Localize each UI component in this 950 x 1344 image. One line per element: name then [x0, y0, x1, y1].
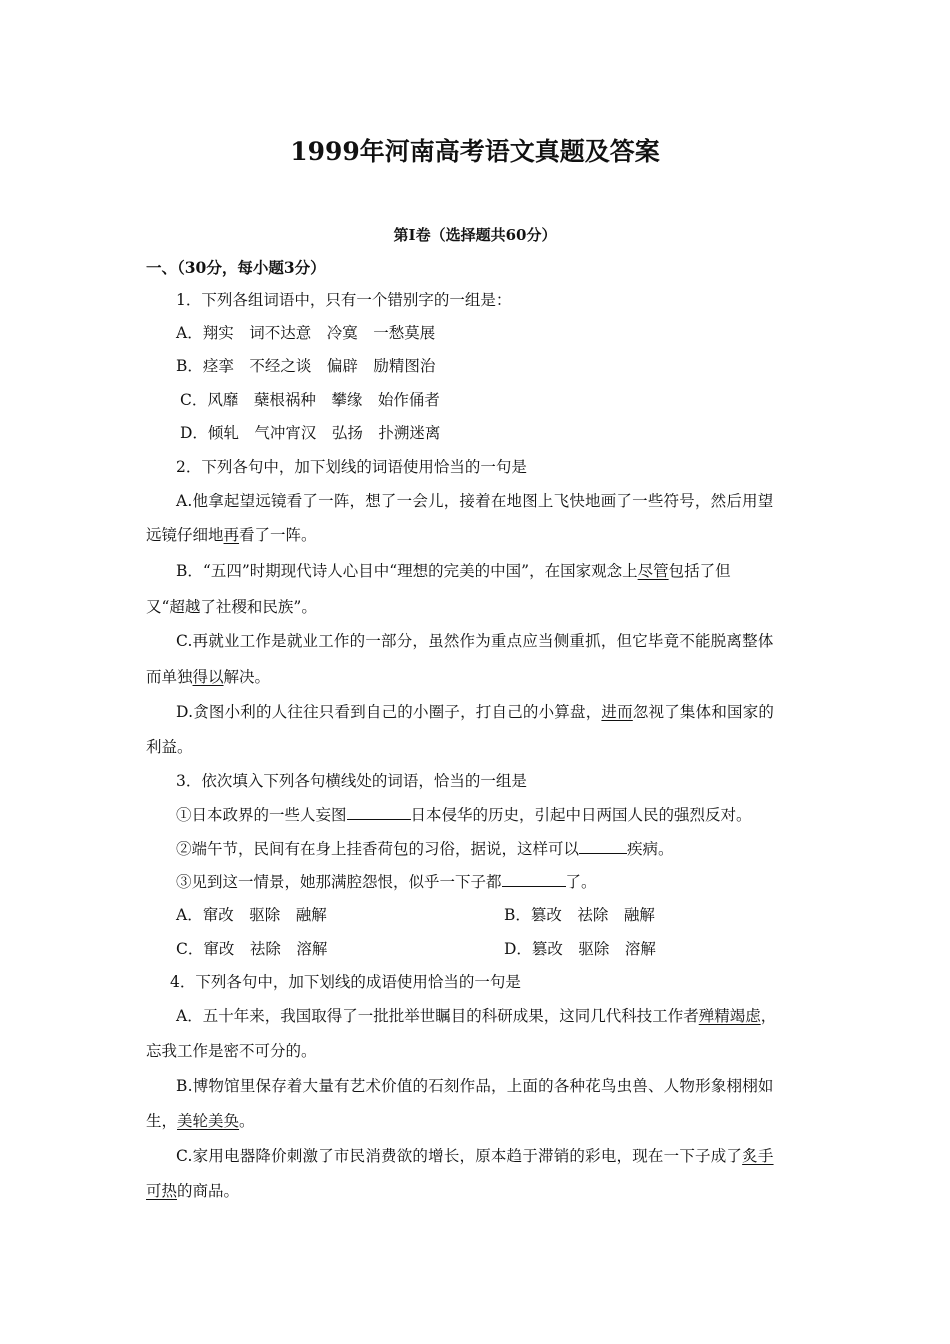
q4-option-b-line2: 生，美轮美奂。 [146, 1112, 255, 1130]
q2-option-d-line1: D.贪图小利的人往往只看到自己的小圈子，打自己的小算盘，进而忽视了集体和国家的 [176, 703, 775, 721]
section-heading: 一、（30分，每小题3分） [146, 258, 326, 277]
underlined-idiom: 殚精竭虑 [698, 1007, 761, 1025]
q3-option-d: D．篡改 驱除 溶解 [504, 940, 656, 958]
q2-option-a-line2: 远镜仔细地再看了一阵。 [146, 526, 317, 544]
fill-blank [502, 872, 566, 887]
page-title: 1999年河南高考语文真题及答案 [290, 137, 660, 166]
q4-option-c-line1: C.家用电器降价刺激了市民消费欲的增长，原本趋于滞销的彩电，现在一下子成了炙手 [176, 1147, 774, 1165]
q2-stem: 2．下列各句中，加下划线的词语使用恰当的一句是 [176, 458, 527, 476]
fill-blank [347, 805, 411, 820]
q1-option-c: C．风靡 蘖根祸种 攀缘 始作俑者 [180, 391, 440, 409]
q2-option-b-line1: B．“五四”时期现代诗人心目中“理想的完美的中国”，在国家观念上尽管包括了但 [176, 562, 731, 580]
q3-stem: 3．依次填入下列各句横线处的词语，恰当的一组是 [176, 772, 527, 790]
q3-sentence-1: ①日本政界的一些人妄图 日本侵华的历史，引起中日两国人民的强烈反对。 [176, 806, 752, 824]
q4-stem: 4．下列各句中，加下划线的成语使用恰当的一句是 [170, 973, 521, 991]
q2-option-d-line2: 利益。 [146, 738, 193, 756]
underlined-word: 进而 [601, 703, 633, 721]
q3-option-b: B．篡改 祛除 融解 [504, 906, 655, 924]
q2-option-b-line2: 又“超越了社稷和民族”。 [146, 598, 317, 616]
q4-option-b-line1: B.博物馆里保存着大量有艺术价值的石刻作品，上面的各种花鸟虫兽、人物形象栩栩如 [176, 1077, 774, 1095]
underlined-idiom: 美轮美奂 [177, 1112, 240, 1130]
q2-option-c-line1: C.再就业工作是就业工作的一部分，虽然作为重点应当侧重抓，但它毕竟不能脱离整体 [176, 632, 774, 650]
q4-option-a-line1: A．五十年来，我国取得了一批批举世瞩目的科研成果，这同几代科技工作者殚精竭虑， [176, 1007, 777, 1025]
q3-sentence-2: ②端午节，民间有在身上挂香荷包的习俗，据说，这样可以 疾病。 [176, 840, 674, 858]
underlined-word: 再 [223, 526, 240, 544]
q4-option-c-line2: 可热的商品。 [146, 1182, 240, 1200]
underlined-word: 得以 [192, 668, 224, 686]
underlined-word: 尽管 [637, 562, 669, 580]
underlined-idiom: 可热 [146, 1182, 178, 1200]
q2-option-c-line2: 而单独得以解决。 [146, 668, 271, 686]
fill-blank [579, 839, 627, 854]
q1-option-b: B．痉挛 不经之谈 偏辟 励精图治 [176, 357, 436, 375]
q2-option-a-line1: A.他拿起望远镜看了一阵，想了一会儿，接着在地图上飞快地画了一些符号，然后用望 [176, 492, 774, 510]
q3-option-a: A．窜改 驱除 融解 [176, 906, 327, 924]
q1-option-d: D．倾轧 气冲宵汉 弘扬 扑溯迷离 [180, 424, 441, 442]
q4-option-a-line2: 忘我工作是密不可分的。 [146, 1042, 317, 1060]
q1-stem: 1．下列各组词语中，只有一个错别字的一组是： [176, 291, 512, 309]
q3-option-c: C．窜改 祛除 溶解 [176, 940, 328, 958]
underlined-idiom: 炙手 [742, 1147, 774, 1165]
volume-heading: 第Ⅰ卷（选择题共60分） [393, 226, 557, 244]
q1-option-a: A．翔实 词不达意 冷寞 一愁莫展 [176, 324, 436, 342]
q3-sentence-3: ③见到这一情景，她那满腔怨恨，似乎一下子都 了。 [176, 873, 597, 891]
